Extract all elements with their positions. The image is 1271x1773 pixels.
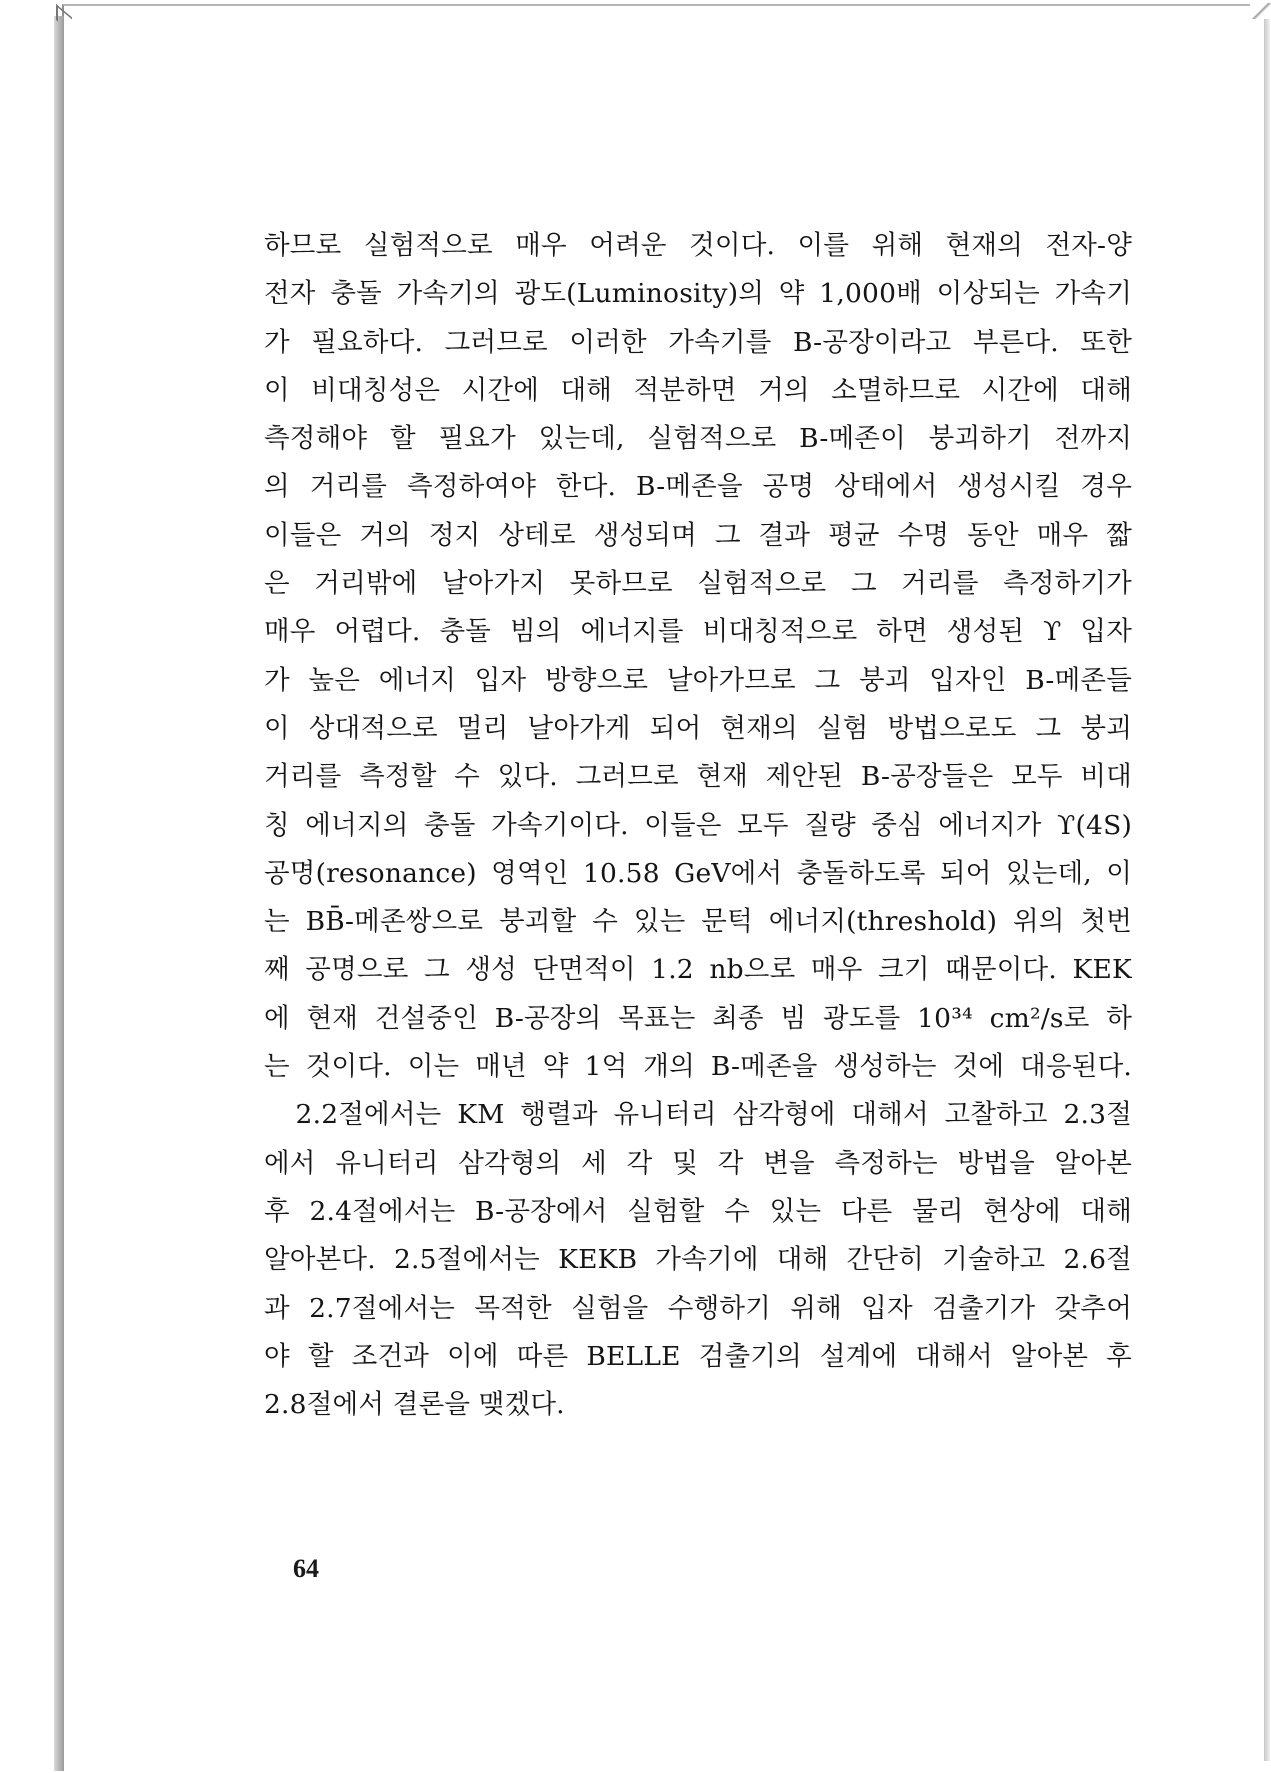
text-line: 째 공명으로 그 생성 단면적이 1.2 nb으로 매우 크기 때문이다. KEK: [264, 954, 1132, 986]
text-line: 거리를 측정할 수 있다. 그러므로 현재 제안된 B-공장들은 모두 비대: [264, 761, 1132, 793]
text-line: 과 2.7절에서는 목적한 실험을 수행하기 위해 입자 검출기가 갖추어: [264, 1292, 1132, 1324]
text-line: 가 필요하다. 그러므로 이러한 가속기를 B-공장이라고 부른다. 또한: [264, 326, 1132, 358]
page-edge-shadow: [54, 16, 64, 1771]
text-line: 전자 충돌 가속기의 광도(Luminosity)의 약 1,000배 이상되는 가속기: [264, 278, 1132, 310]
text-line: 이들은 거의 정지 상테로 생성되며 그 결과 평균 수명 동안 매우 짧: [264, 519, 1132, 551]
text-line: 는 것이다. 이는 매년 약 1억 개의 B-메존을 생성하는 것에 대응된다.: [264, 1051, 1132, 1083]
text-line: 하므로 실험적으로 매우 어려운 것이다. 이를 위해 현재의 전자-양: [264, 230, 1132, 261]
text-line: 매우 어렵다. 충돌 빔의 에너지를 비대칭적으로 하면 생성된 ϒ 입자: [264, 616, 1132, 648]
text-line: 에서 유니터리 삼각형의 세 각 및 각 변을 측정하는 방법을 알아본: [264, 1147, 1132, 1179]
body-text: [264, 222, 1132, 1429]
text-line: 2.8절에서 결론을 맺겠다.: [264, 1389, 565, 1421]
text-line: 의 거리를 측정하여야 한다. B-메존을 공명 상태에서 생성시킬 경우: [264, 471, 1132, 503]
text-line: 이 상대적으로 멀리 날아가게 되어 현재의 실험 방법으로도 그 붕괴: [264, 712, 1132, 744]
page-corner-curl: [1250, 3, 1271, 19]
text-line: 는 BB̄-메존쌍으로 붕괴할 수 있는 문턱 에너지(threshold) 위의 첫번: [264, 906, 1132, 938]
text-line: 2.2절에서는 KM 행렬과 유니터리 삼각형에 대해서 고찰하고 2.3절: [264, 1099, 1132, 1131]
page-edge-shadow-right: [1264, 16, 1270, 1761]
text-line: 후 2.4절에서는 B-공장에서 실험할 수 있는 다른 물리 현상에 대해: [264, 1195, 1132, 1227]
text-line: 야 할 조건과 이에 따른 BELLE 검출기의 설계에 대해서 알아본 후: [264, 1340, 1132, 1372]
text-line: 에 현재 건설중인 B-공장의 목표는 최종 빔 광도를 10³⁴ cm²/s로 하: [264, 1002, 1132, 1034]
text-line: 은 거리밖에 날아가지 못하므로 실험적으로 그 거리를 측정하기가: [264, 568, 1132, 600]
text-line: 알아본다. 2.5절에서는 KEKB 가속기에 대해 간단히 기술하고 2.6절: [264, 1244, 1132, 1276]
text-line: 측정해야 할 필요가 있는데, 실험적으로 B-메존이 붕괴하기 전까지: [264, 423, 1132, 455]
text-line: 칭 에너지의 충돌 가속기이다. 이들은 모두 질량 중심 에너지가 ϒ(4S): [264, 809, 1132, 841]
text-line: 이 비대칭성은 시간에 대해 적분하면 거의 소멸하므로 시간에 대해: [264, 374, 1132, 406]
page-number: 64: [293, 1554, 319, 1583]
text-line: 가 높은 에너지 입자 방향으로 날아가므로 그 붕괴 입자인 B-메존들: [264, 664, 1132, 696]
text-line: 공명(resonance) 영역인 10.58 GeV에서 충돌하도록 되어 있는데, 이: [264, 857, 1132, 889]
